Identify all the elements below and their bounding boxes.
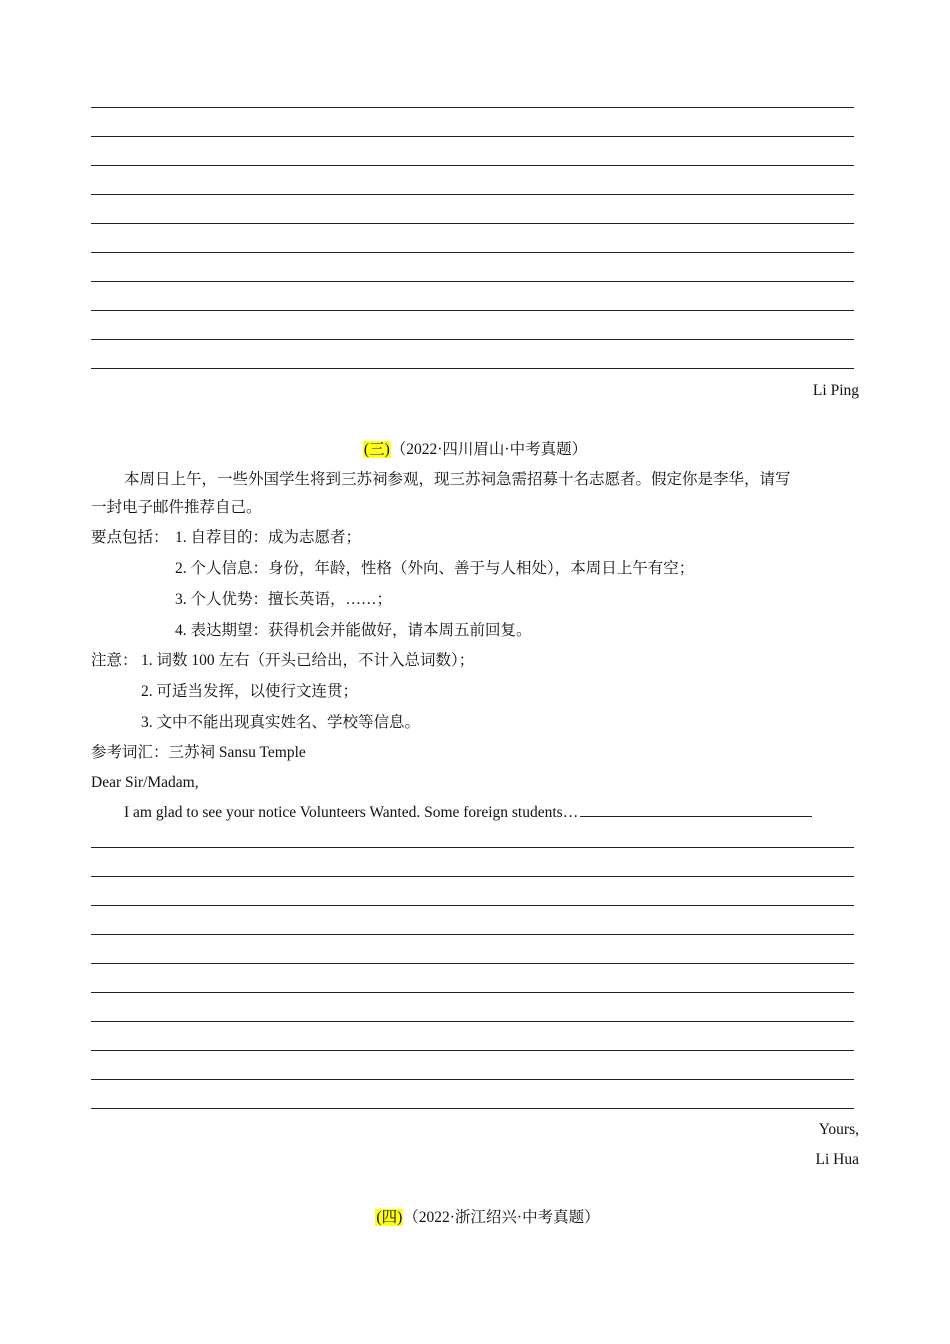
prompt-line-2: 一封电子邮件推荐自己。 — [91, 499, 262, 516]
section-heading-3 — [0, 440, 950, 460]
point-3: 3. 个人优势：擅长英语，……； — [175, 591, 393, 608]
answer-line — [91, 992, 854, 993]
section-heading-4 — [0, 1208, 950, 1228]
answer-line — [91, 876, 854, 877]
answer-line — [91, 281, 854, 282]
answer-line — [91, 1021, 854, 1022]
note-3: 3. 文中不能出现真实姓名、学校等信息。 — [141, 714, 421, 731]
answer-line — [91, 1050, 854, 1051]
signature-li-ping: Li Ping — [812, 382, 859, 399]
section-number: (三) — [363, 441, 390, 458]
answer-line — [91, 339, 854, 340]
note-2: 2. 可适当发挥，以使行文连贯； — [141, 683, 359, 700]
letter-opening — [124, 802, 812, 823]
reference-vocab: 参考词汇：三苏祠 Sansu Temple — [91, 744, 306, 761]
answer-line — [91, 368, 854, 369]
answer-line — [91, 847, 854, 848]
answer-line — [91, 165, 854, 166]
note-1: 1. 词数 100 左右（开头已给出，不计入总词数）； — [141, 652, 475, 669]
point-1: 1. 自荐目的：成为志愿者； — [175, 529, 362, 546]
notes-label: 注意： — [91, 652, 138, 669]
answer-line — [91, 1108, 854, 1109]
point-4: 4. 表达期望：获得机会并能做好，请本周五前回复。 — [175, 622, 532, 639]
section-source: （2022·浙江绍兴·中考真题） — [403, 1209, 600, 1226]
closing: Yours, — [818, 1121, 859, 1138]
prompt-line-1: 本周日上午，一些外国学生将到三苏祠参观，现三苏祠急需招募十名志愿者。假定你是李华，请写 — [124, 471, 791, 488]
fill-blank-line — [580, 802, 812, 817]
section-number: (四) — [376, 1209, 403, 1226]
answer-line — [91, 107, 854, 108]
opening-text: I am glad to see your notice Volunteers Wanted. Some foreign students… — [124, 804, 579, 821]
answer-line — [91, 194, 854, 195]
answer-line — [91, 252, 854, 253]
answer-line — [91, 963, 854, 964]
section-source: （2022·四川眉山·中考真题） — [390, 441, 588, 458]
answer-line — [91, 310, 854, 311]
answer-line — [91, 905, 854, 906]
answer-line — [91, 1079, 854, 1080]
answer-line — [91, 934, 854, 935]
point-2: 2. 个人信息：身份，年龄，性格（外向、善于与人相处），本周日上午有空； — [175, 560, 695, 577]
answer-line — [91, 136, 854, 137]
points-label: 要点包括： — [91, 529, 169, 546]
signature-li-hua: Li Hua — [815, 1151, 859, 1168]
salutation: Dear Sir/Madam, — [91, 774, 199, 791]
answer-line — [91, 223, 854, 224]
